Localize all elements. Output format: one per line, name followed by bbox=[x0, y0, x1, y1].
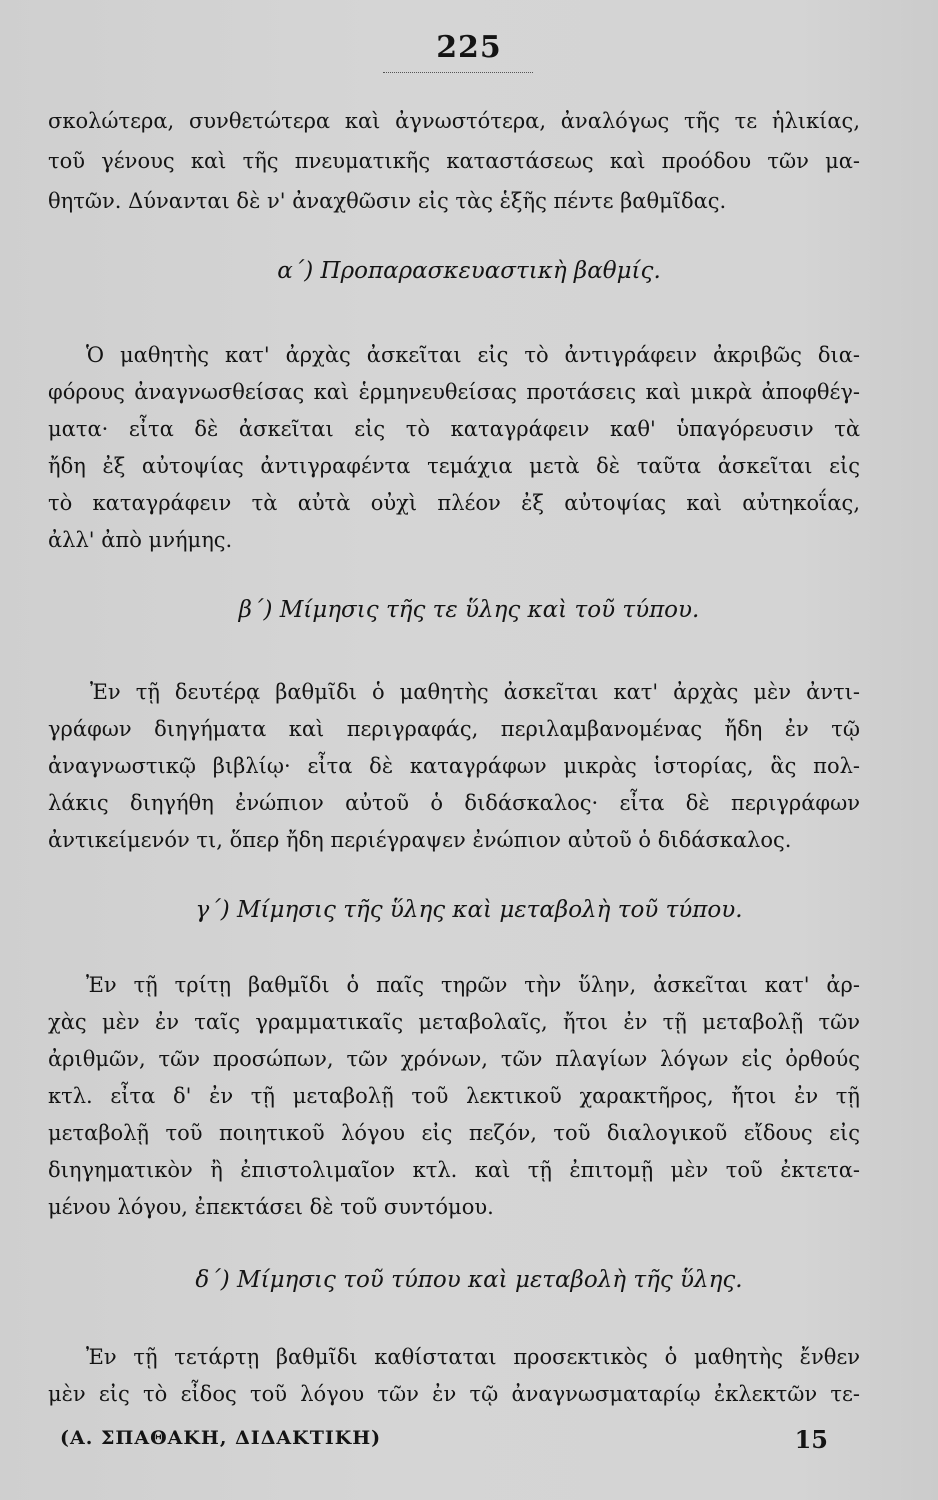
text-line: τοῦ γένους καὶ τῆς πνευματικῆς καταστάσεως καὶ προόδου τῶν μα- bbox=[48, 149, 860, 173]
signature-mark: 15 bbox=[794, 1425, 828, 1454]
page-number: 225 bbox=[436, 30, 502, 65]
text-line: λάκις διηγήθη ἐνώπιον αὐτοῦ ὁ διδάσκαλος· εἶτα δὲ περιγράφων bbox=[48, 791, 860, 815]
text-line: μεταβολῇ τοῦ ποιητικοῦ λόγου εἰς πεζόν, τοῦ διαλογικοῦ εἴδους εἰς bbox=[48, 1121, 860, 1145]
text-line: Ὁ μαθητὴς κατ' ἀρχὰς ἀσκεῖται εἰς τὸ ἀντιγράφειν ἀκριβῶς δια- bbox=[86, 343, 860, 367]
text-line: ἀντικείμενόν τι, ὅπερ ἤδη περιέγραψεν ἐνώπιον αὐτοῦ ὁ διδάσκαλος. bbox=[48, 828, 792, 852]
text-line: μὲν εἰς τὸ εἶδος τοῦ λόγου τῶν ἐν τῷ ἀναγνωσματαρίῳ ἐκλεκτῶν τε- bbox=[48, 1382, 860, 1406]
section-heading: β΄) Μίμησις τῆς τε ὕλης καὶ τοῦ τύπου. bbox=[238, 597, 700, 623]
text-line: τὸ καταγράφειν τὰ αὐτὰ οὐχὶ πλέον ἐξ αὐτοψίας καὶ αὐτηκοΐας, bbox=[48, 491, 860, 515]
text-line: γράφων διηγήματα καὶ περιγραφάς, περιλαμβανομένας ἤδη ἐν τῷ bbox=[48, 717, 860, 741]
text-line: θητῶν. Δύνανται δὲ ν' ἀναχθῶσιν εἰς τὰς ἑξῆς πέντε βαθμῖδας. bbox=[48, 189, 727, 213]
text-line: μένου λόγου, ἐπεκτάσει δὲ τοῦ συντόμου. bbox=[48, 1195, 494, 1219]
text-line: φόρους ἀναγνωσθείσας καὶ ἑρμηνευθείσας προτάσεις καὶ μικρὰ ἀποφθέγ- bbox=[48, 380, 860, 404]
section-heading: α΄) Προπαρασκευαστικὴ βαθμίς. bbox=[277, 258, 661, 284]
text-line: ἀναγνωστικῷ βιβλίῳ· εἶτα δὲ καταγράφων μικρὰς ἱστορίας, ἃς πολ- bbox=[48, 754, 860, 778]
text-line: ἀλλ' ἀπὸ μνήμης. bbox=[48, 528, 233, 552]
text-line: Ἐν τῇ τετάρτῃ βαθμῖδι καθίσταται προσεκτικὸς ὁ μαθητὴς ἔνθεν bbox=[86, 1345, 860, 1369]
text-line: Ἐν τῇ τρίτῃ βαθμῖδι ὁ παῖς τηρῶν τὴν ὕλην, ἀσκεῖται κατ' ἀρ- bbox=[86, 973, 860, 997]
section-heading: δ΄) Μίμησις τοῦ τύπου καὶ μεταβολὴ τῆς ὕλης. bbox=[195, 1267, 743, 1293]
text-line: σκολώτερα, συνθετώτερα καὶ ἀγνωστότερα, ἀναλόγως τῆς τε ἡλικίας, bbox=[48, 109, 860, 133]
footer-signature: (Α. ΣΠΑΘΑΚΗ, ΔΙΔΑΚΤΙΚΗ) bbox=[60, 1427, 382, 1449]
text-line: κτλ. εἶτα δ' ἐν τῇ μεταβολῇ τοῦ λεκτικοῦ χαρακτῆρος, ἤτοι ἐν τῇ bbox=[48, 1084, 860, 1108]
text-line: ἀριθμῶν, τῶν προσώπων, τῶν χρόνων, τῶν πλαγίων λόγων εἰς ὀρθούς bbox=[48, 1047, 860, 1071]
text-line: ἤδη ἐξ αὐτοψίας ἀντιγραφέντα τεμάχια μετὰ δὲ ταῦτα ἀσκεῖται εἰς bbox=[48, 454, 860, 478]
header-rule bbox=[383, 72, 533, 73]
text-line: χὰς μὲν ἐν ταῖς γραμματικαῖς μεταβολαῖς, ἤτοι ἐν τῇ μεταβολῇ τῶν bbox=[48, 1010, 860, 1034]
section-heading: γ΄) Μίμησις τῆς ὕλης καὶ μεταβολὴ τοῦ τύπου. bbox=[195, 897, 743, 923]
text-line: Ἐν τῇ δευτέρᾳ βαθμῖδι ὁ μαθητὴς ἀσκεῖται κατ' ἀρχὰς μὲν ἀντι- bbox=[90, 680, 860, 704]
text-line: διηγηματικὸν ἢ ἐπιστολιμαῖον κτλ. καὶ τῇ ἐπιτομῇ μὲν τοῦ ἐκτετα- bbox=[48, 1158, 860, 1182]
text-line: ματα· εἶτα δὲ ἀσκεῖται εἰς τὸ καταγράφειν καθ' ὑπαγόρευσιν τὰ bbox=[48, 417, 860, 441]
